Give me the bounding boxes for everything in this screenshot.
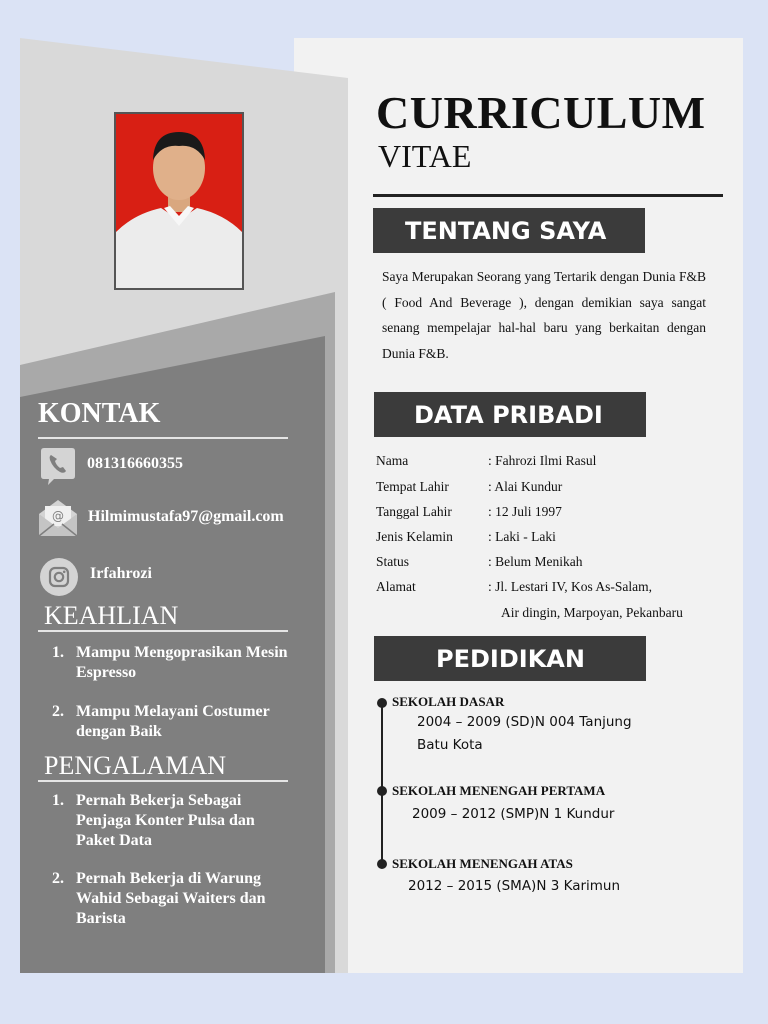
address-line-2: Air dingin, Marpoyan, Pekanbaru (501, 605, 683, 620)
list-number: 2. (52, 870, 64, 887)
skills-heading: KEAHLIAN (44, 601, 179, 630)
data-value: : 12 Juli 1997 (488, 504, 562, 519)
education-level: SEKOLAH MENENGAH PERTAMA (392, 783, 606, 798)
svg-text:@: @ (52, 509, 64, 523)
education-level: SEKOLAH MENENGAH ATAS (392, 856, 573, 871)
profile-photo (114, 112, 244, 290)
data-value: : Alai Kundur (488, 479, 563, 494)
title-divider (373, 194, 723, 197)
data-value: : Jl. Lestari IV, Kos As-Salam, (488, 579, 652, 594)
list-number: 2. (52, 703, 64, 720)
experience-divider (38, 780, 288, 782)
data-value: : Laki - Laki (488, 529, 556, 544)
personal-data-heading: DATA PRIBADI (374, 392, 646, 437)
skill-item (52, 702, 302, 742)
data-label: Tempat Lahir (376, 479, 449, 494)
education-line: 2004 – 2009 (SD)N 004 Tanjung (417, 714, 632, 730)
skill-text: Mampu Mengoprasikan Mesin Espresso (76, 644, 288, 681)
education-heading: PEDIDIKAN (374, 636, 646, 681)
list-number: 1. (52, 644, 64, 661)
data-label: Tanggal Lahir (376, 504, 452, 519)
contact-heading: KONTAK (38, 398, 161, 429)
about-heading: TENTANG SAYA (373, 208, 645, 253)
data-label: Status (376, 554, 410, 569)
email-icon (37, 498, 79, 543)
data-row-name (376, 453, 596, 469)
experience-text: Pernah Bekerja di Warung Wahid Sebagai Waiters dan Barista (76, 870, 266, 927)
experience-item (52, 869, 302, 929)
cv-title: CURRICULUM (376, 87, 706, 138)
data-row-birthplace (376, 479, 562, 495)
experience-text: Pernah Bekerja Sebagai Penjaga Konter Pulsa dan Paket Data (76, 792, 255, 849)
education-line: Batu Kota (417, 737, 483, 753)
timeline-dot (377, 698, 387, 708)
data-label: Nama (376, 453, 409, 468)
list-number: 1. (52, 792, 64, 809)
data-value: : Fahrozi Ilmi Rasul (488, 453, 597, 468)
cv-subtitle: VITAE (378, 138, 472, 174)
skill-item (52, 643, 302, 683)
instagram-icon (40, 558, 78, 596)
education-detail (408, 875, 620, 898)
education-detail (412, 803, 614, 826)
data-row-address (376, 579, 652, 595)
data-row-birthdate (376, 504, 562, 520)
education-level: SEKOLAH DASAR (392, 694, 505, 709)
person-silhouette (116, 114, 242, 288)
data-row-status (376, 554, 583, 570)
data-label: Jenis Kelamin (376, 529, 453, 544)
skill-text: Mampu Melayani Costumer dengan Baik (76, 703, 270, 740)
about-text: Saya Merupakan Seorang yang Tertarik dengan Dunia F&B ( Food And Beverage ), dengan demikian saya sangat senang mempelajar hal-hal baru yang berkaitan dengan Dunia F&B. (382, 269, 706, 361)
experience-heading: PENGALAMAN (44, 751, 226, 780)
education-line: 2012 – 2015 (SMA)N 3 Karimun (408, 878, 621, 894)
phone-number[interactable]: 081316660355 (87, 455, 183, 472)
skills-divider (38, 630, 288, 632)
timeline-dot (377, 859, 387, 869)
data-value: : Belum Menikah (488, 554, 583, 569)
email-address[interactable]: Hilmimustafa97@gmail.com (88, 508, 284, 525)
data-label: Alamat (376, 579, 416, 594)
instagram-handle[interactable]: Irfahrozi (90, 565, 152, 582)
contact-divider (38, 437, 288, 439)
education-line: 2009 – 2012 (SMP)N 1 Kundur (412, 806, 615, 822)
experience-item (52, 791, 302, 851)
data-row-gender (376, 529, 556, 545)
phone-icon (40, 446, 76, 491)
education-detail (417, 711, 632, 757)
timeline-dot (377, 786, 387, 796)
